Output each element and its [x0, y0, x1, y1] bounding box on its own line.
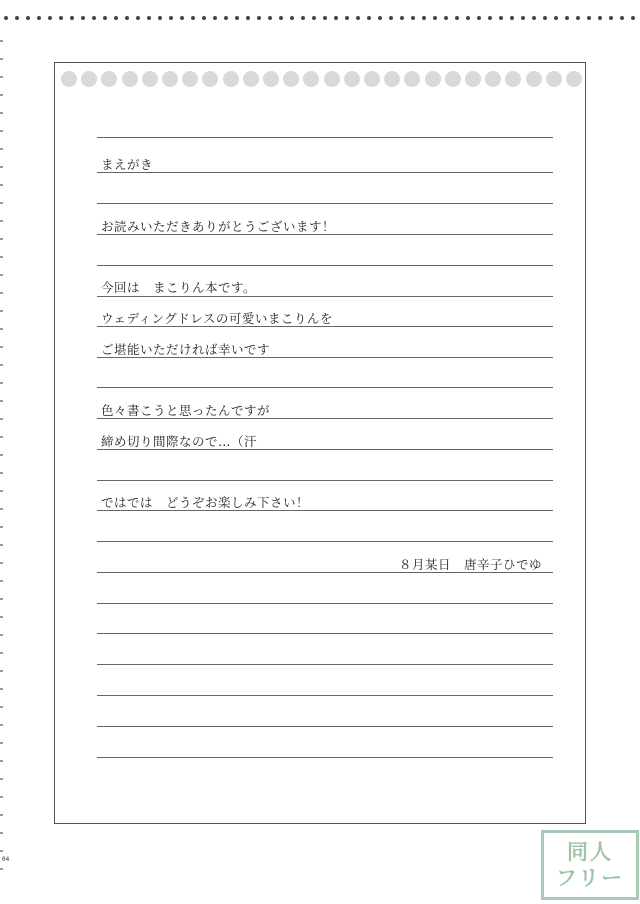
- binding-mark: [0, 220, 3, 222]
- binding-mark: [0, 796, 3, 798]
- perforation-dot: [26, 16, 30, 20]
- binding-mark: [0, 436, 3, 438]
- perforation-dot: [125, 16, 129, 20]
- binding-mark: [0, 274, 3, 276]
- perforation-dot: [158, 16, 162, 20]
- perforation-dot: [202, 16, 206, 20]
- body-line: 今回は まこりん本です。: [101, 280, 257, 295]
- perforation-dot: [422, 16, 426, 20]
- ring-hole: [445, 71, 461, 87]
- perforation-dot: [257, 16, 261, 20]
- page-number: 04: [2, 856, 10, 863]
- preface-title: まえがき: [101, 157, 154, 172]
- perforation-dot: [499, 16, 503, 20]
- binding-mark: [0, 814, 3, 816]
- body-line: 色々書こうと思ったんですが: [101, 403, 271, 418]
- ring-hole: [61, 71, 77, 87]
- ring-hole: [142, 71, 158, 87]
- binding-mark: [0, 616, 3, 618]
- ruled-line: [97, 603, 553, 604]
- binding-mark: [0, 238, 3, 240]
- perforation-dot: [455, 16, 459, 20]
- binding-mark: [0, 526, 3, 528]
- perforation-dot: [334, 16, 338, 20]
- binding-mark: [0, 688, 3, 690]
- closing-line: ではでは どうぞお楽しみ下さい！: [101, 495, 310, 510]
- perforation-dot: [4, 16, 8, 20]
- body-line: 締め切り間際なので…（汗: [101, 434, 258, 449]
- perforation-dot: [48, 16, 52, 20]
- ruled-line: [97, 510, 553, 511]
- ruled-line: [97, 137, 553, 138]
- binding-mark: [0, 742, 3, 744]
- perforation-dot: [103, 16, 107, 20]
- perforation-dot: [444, 16, 448, 20]
- binding-mark: [0, 346, 3, 348]
- perforation-dot: [356, 16, 360, 20]
- binding-mark: [0, 490, 3, 492]
- binding-mark: [0, 94, 3, 96]
- notebook-page: [54, 62, 586, 824]
- ruled-line: [97, 633, 553, 634]
- perforation-dot: [191, 16, 195, 20]
- binding-mark: [0, 724, 3, 726]
- binding-mark: [0, 832, 3, 834]
- ring-hole: [202, 71, 218, 87]
- binding-mark: [0, 868, 3, 870]
- body-line: ウェディングドレスの可愛いまこりんを: [101, 311, 333, 326]
- binding-mark: [0, 850, 3, 852]
- perforation-dot: [279, 16, 283, 20]
- ring-hole: [283, 71, 299, 87]
- perforation-dot: [532, 16, 536, 20]
- perforation-dot: [70, 16, 74, 20]
- perforation-dot: [477, 16, 481, 20]
- binding-mark: [0, 256, 3, 258]
- ruled-line: [97, 757, 553, 758]
- binding-mark: [0, 328, 3, 330]
- ruled-line: [97, 387, 553, 388]
- ruled-line: [97, 418, 553, 419]
- watermark-line-1: 同人: [567, 840, 613, 864]
- binding-mark: [0, 400, 3, 402]
- perforation-dot: [213, 16, 217, 20]
- ruled-line: [97, 695, 553, 696]
- perforation-dot: [466, 16, 470, 20]
- perforation-dot: [92, 16, 96, 20]
- ruled-line: [97, 480, 553, 481]
- ring-hole: [101, 71, 117, 87]
- ring-hole: [303, 71, 319, 87]
- ring-hole: [364, 71, 380, 87]
- binding-mark: [0, 202, 3, 204]
- ring-hole: [344, 71, 360, 87]
- perforation-dot: [224, 16, 228, 20]
- perforation-dot: [169, 16, 173, 20]
- ring-hole: [122, 71, 138, 87]
- binding-mark: [0, 544, 3, 546]
- perforation-dot: [15, 16, 19, 20]
- binding-mark: [0, 670, 3, 672]
- ring-hole: [182, 71, 198, 87]
- binding-mark: [0, 148, 3, 150]
- perforation-dot: [323, 16, 327, 20]
- binding-mark: [0, 634, 3, 636]
- ruled-line: [97, 234, 553, 235]
- perforation-dot: [565, 16, 569, 20]
- ring-hole: [324, 71, 340, 87]
- perforation-dot: [268, 16, 272, 20]
- perforation-dot: [378, 16, 382, 20]
- perforation-dot: [114, 16, 118, 20]
- perforation-dot: [400, 16, 404, 20]
- body-line: ご堪能いただければ幸いです: [101, 342, 271, 357]
- ring-hole: [566, 71, 582, 87]
- ring-hole: [465, 71, 481, 87]
- perforation-dot: [631, 16, 635, 20]
- perforation-dot: [180, 16, 184, 20]
- binding-mark: [0, 112, 3, 114]
- binding-mark: [0, 652, 3, 654]
- perforation-dot: [235, 16, 239, 20]
- binding-mark: [0, 184, 3, 186]
- perforation-dot: [312, 16, 316, 20]
- binding-mark: [0, 418, 3, 420]
- perforation-dot: [488, 16, 492, 20]
- binding-edge: [0, 40, 4, 880]
- binding-mark: [0, 562, 3, 564]
- ruled-line: [97, 664, 553, 665]
- perforation-dot: [136, 16, 140, 20]
- perforation-dot: [521, 16, 525, 20]
- ring-hole: [404, 71, 420, 87]
- binding-mark: [0, 508, 3, 510]
- perforation-dot: [576, 16, 580, 20]
- binding-mark: [0, 130, 3, 132]
- ruled-line: [97, 357, 553, 358]
- notebook-ring-holes: [61, 71, 581, 87]
- binding-mark: [0, 382, 3, 384]
- ruled-line: [97, 449, 553, 450]
- ruled-line: [97, 172, 553, 173]
- ruled-line: [97, 265, 553, 266]
- perforation-dot: [147, 16, 151, 20]
- perforation-dot: [411, 16, 415, 20]
- ring-hole: [223, 71, 239, 87]
- ruled-line: [97, 296, 553, 297]
- binding-mark: [0, 472, 3, 474]
- watermark-line-2: フリー: [555, 866, 625, 890]
- binding-mark: [0, 778, 3, 780]
- binding-mark: [0, 58, 3, 60]
- ring-hole: [81, 71, 97, 87]
- perforation-dot: [510, 16, 514, 20]
- binding-mark: [0, 760, 3, 762]
- ruled-line: [97, 726, 553, 727]
- perforation-dot: [290, 16, 294, 20]
- perforation-dot: [81, 16, 85, 20]
- top-perforation: [0, 0, 640, 30]
- perforation-dot: [433, 16, 437, 20]
- binding-mark: [0, 166, 3, 168]
- ring-hole: [162, 71, 178, 87]
- ruled-line: [97, 326, 553, 327]
- thanks-line: お読みいただきありがとうございます！: [101, 219, 336, 234]
- perforation-dot: [587, 16, 591, 20]
- perforation-dot: [609, 16, 613, 20]
- ring-hole: [425, 71, 441, 87]
- perforation-dot: [598, 16, 602, 20]
- binding-mark: [0, 310, 3, 312]
- perforation-dot: [37, 16, 41, 20]
- ring-hole: [263, 71, 279, 87]
- ring-hole: [526, 71, 542, 87]
- ring-hole: [485, 71, 501, 87]
- ruled-line: [97, 203, 553, 204]
- ruled-line: [97, 572, 553, 573]
- perforation-dot: [345, 16, 349, 20]
- doujin-free-watermark: [541, 830, 639, 900]
- perforation-dot: [620, 16, 624, 20]
- binding-mark: [0, 76, 3, 78]
- perforation-dot: [367, 16, 371, 20]
- ring-hole: [384, 71, 400, 87]
- ruled-line: [97, 541, 553, 542]
- binding-mark: [0, 580, 3, 582]
- perforation-dot: [246, 16, 250, 20]
- ring-hole: [505, 71, 521, 87]
- binding-mark: [0, 292, 3, 294]
- ring-hole: [546, 71, 562, 87]
- perforation-dot: [554, 16, 558, 20]
- perforation-dot: [59, 16, 63, 20]
- perforation-dot: [389, 16, 393, 20]
- binding-mark: [0, 364, 3, 366]
- ring-hole: [243, 71, 259, 87]
- binding-mark: [0, 454, 3, 456]
- perforation-dot: [301, 16, 305, 20]
- binding-mark: [0, 706, 3, 708]
- binding-mark: [0, 40, 3, 42]
- binding-mark: [0, 598, 3, 600]
- perforation-dot: [543, 16, 547, 20]
- signature: ８月某日 唐辛子ひでゆ: [399, 557, 543, 572]
